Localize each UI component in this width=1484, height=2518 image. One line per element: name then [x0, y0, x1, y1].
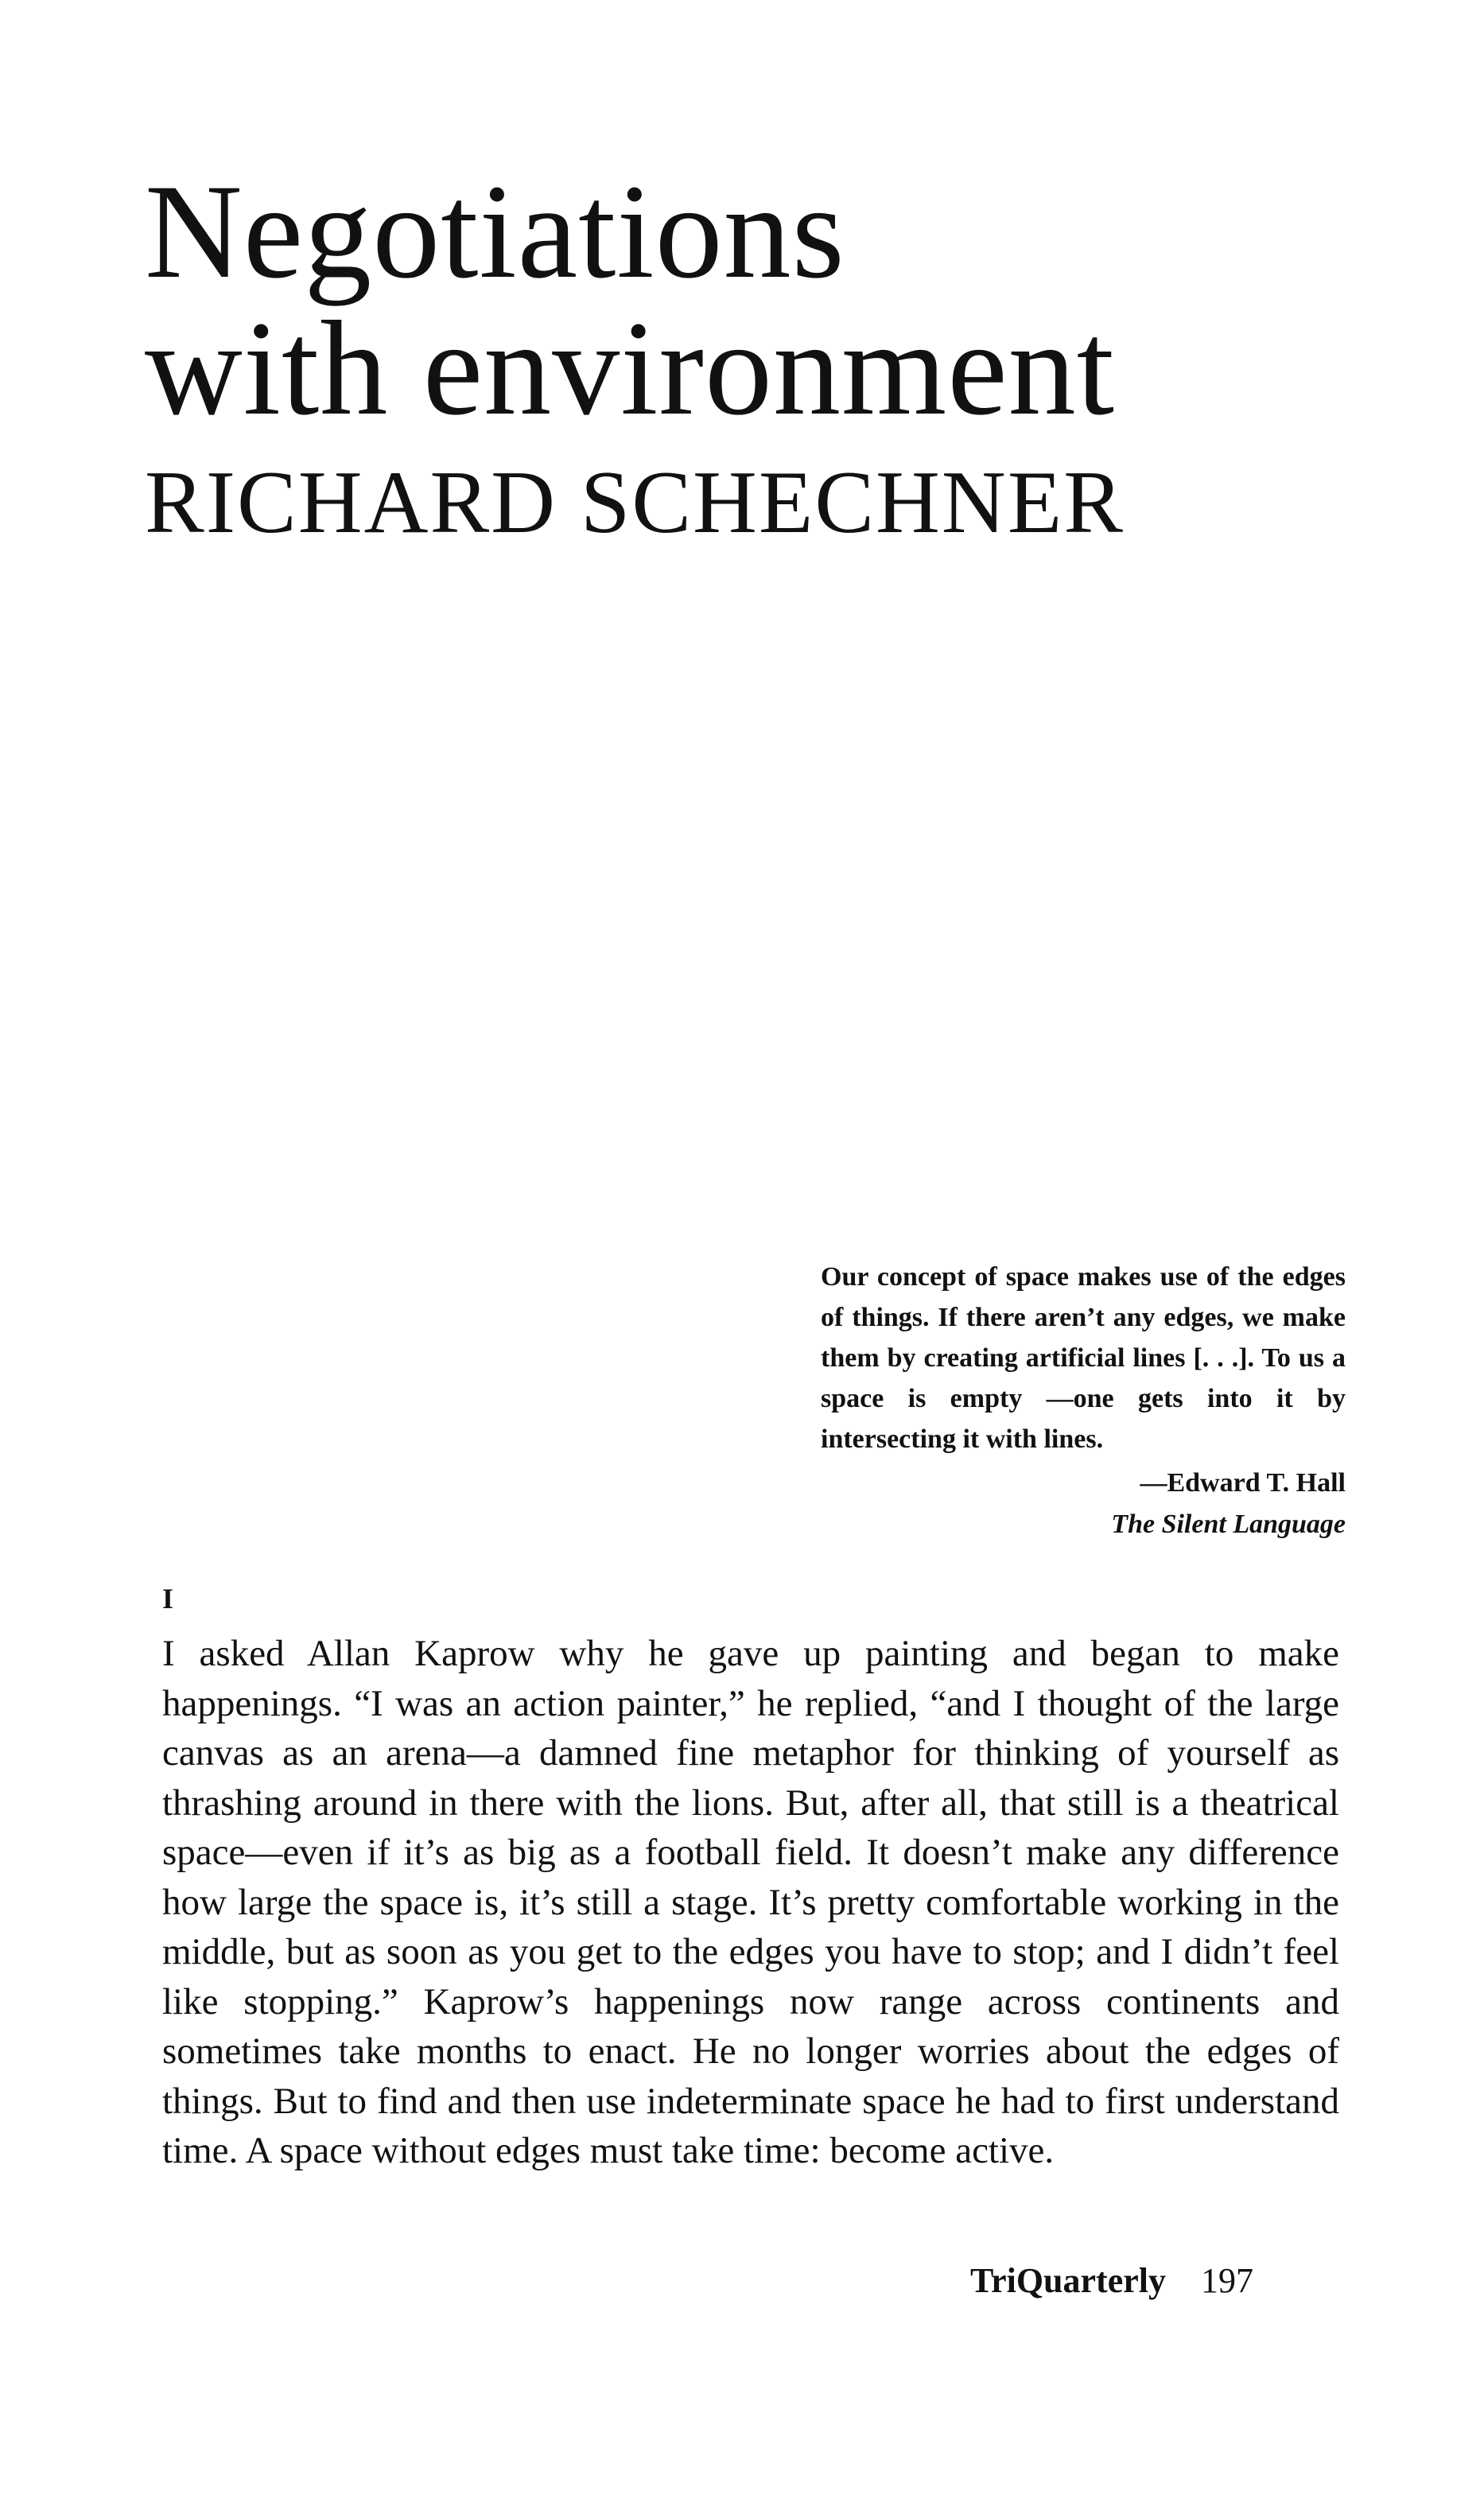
author-name: RICHARD SCHECHNER [145, 453, 1125, 552]
epigraph-quote: Our concept of space makes use of the edges of things. If there aren’t any edges, we make them by creating artificial lines [. . .]. To us a space is empty —one gets into it by intersecting it with lines. [821, 1262, 1346, 1454]
section-number: I [162, 1583, 174, 1615]
journal-name: TriQuarterly [970, 2261, 1166, 2300]
epigraph-source: The Silent Language [1111, 1510, 1346, 1539]
epigraph [821, 1257, 1346, 1545]
article-title [145, 157, 1115, 443]
epigraph-attribution: —Edward T. Hall [1140, 1468, 1346, 1498]
article-title-line-1: Negotiations [145, 157, 845, 306]
body-paragraph: I asked Allan Kaprow why he gave up painting and began to make happenings. “I was an action painter,” he replied, “and I thought of the large canvas as an arena—a damned fine metaphor for thinking of yourself as thrashing around in there with the lions. But, after all, that still is a theatrical space—even if it’s as big as a football field. It doesn’t make any difference how large the space is, it’s still a stage. It’s pretty comfortable working in the middle, but as soon as you get to the edges you have to stop; and I didn’t feel like stopping.” Kaprow’s happenings now range across continents and sometimes take months to enact. He no longer worries about the edges of things. But to find and then use indeterminate space he had to first understand time. A space without edges must take time: become active. [162, 1633, 1339, 2171]
page-footer [970, 2261, 1253, 2301]
page-number: 197 [1201, 2261, 1253, 2300]
article-title-line-2: with environment [145, 293, 1115, 443]
